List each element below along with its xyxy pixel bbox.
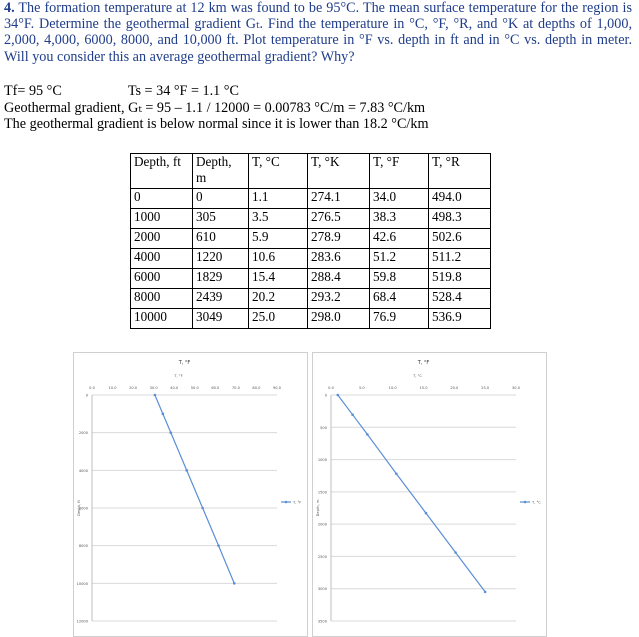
table-row bbox=[131, 229, 491, 249]
table-cell: 276.5 bbox=[308, 209, 370, 229]
table-cell: 3049 bbox=[193, 309, 249, 329]
x-tick-label: 15.0 bbox=[419, 386, 428, 390]
data-point bbox=[425, 512, 428, 515]
surface-temperature: Ts = 34 °F = 1.1 °C bbox=[127, 83, 239, 99]
x-tick-label: 0.0 bbox=[89, 386, 95, 390]
table-cell: 274.1 bbox=[308, 189, 370, 209]
table-row bbox=[131, 189, 491, 209]
temperature-table bbox=[130, 153, 491, 329]
data-point bbox=[154, 394, 157, 397]
table-cell: 1.1 bbox=[249, 189, 308, 209]
chart-2-svg bbox=[313, 353, 546, 636]
y-tick-label: 1000 bbox=[317, 458, 327, 463]
x-tick-label: 90.0 bbox=[272, 386, 282, 390]
gradient-line: Geothermal gradient, Gₜ = 95 – 1.1 / 12000 = 0.00783 °C/m = 7.83 °C/km bbox=[4, 100, 426, 116]
legend-label: T, °F bbox=[293, 500, 302, 505]
table-cell: 511.2 bbox=[429, 249, 491, 269]
problem-statement bbox=[4, 0, 632, 65]
table-cell: 1829 bbox=[193, 269, 249, 289]
table-cell: 305 bbox=[193, 209, 249, 229]
table-cell: 5.9 bbox=[249, 229, 308, 249]
legend-marker bbox=[524, 501, 527, 504]
table-row bbox=[131, 209, 491, 229]
formation-temperature: Tf= 95 °C bbox=[4, 83, 62, 99]
y-tick-label: 2000 bbox=[317, 522, 327, 527]
x-tick-label: 5.0 bbox=[358, 386, 365, 390]
header-t-k: T, °K bbox=[308, 154, 370, 189]
data-point bbox=[162, 413, 165, 416]
table-cell: 498.3 bbox=[429, 209, 491, 229]
table-cell: 502.6 bbox=[429, 229, 491, 249]
data-point bbox=[185, 469, 188, 472]
table-row bbox=[131, 289, 491, 309]
table-cell: 283.6 bbox=[308, 249, 370, 269]
table-cell: 38.3 bbox=[370, 209, 429, 229]
y-axis-title: Depth, ft bbox=[77, 500, 81, 516]
x-tick-label: 10.0 bbox=[108, 386, 117, 390]
table-cell: 494.0 bbox=[429, 189, 491, 209]
table-cell: 6000 bbox=[131, 269, 193, 289]
x-tick-label: 60.0 bbox=[211, 386, 220, 390]
table-cell: 10000 bbox=[131, 309, 193, 329]
table-cell: 68.4 bbox=[370, 289, 429, 309]
given-values bbox=[4, 83, 239, 99]
y-tick-label: 500 bbox=[320, 425, 327, 430]
table-cell: 528.4 bbox=[429, 289, 491, 309]
x-tick-label: 70.0 bbox=[231, 386, 240, 390]
x-tick-label: 50.0 bbox=[190, 386, 199, 390]
series-line bbox=[155, 395, 234, 583]
x-tick-label: 20.0 bbox=[129, 386, 138, 390]
table-cell: 8000 bbox=[131, 289, 193, 309]
data-point bbox=[233, 582, 236, 585]
y-tick-label: 2500 bbox=[317, 554, 327, 559]
table-row bbox=[131, 249, 491, 269]
y-tick-label: 12000 bbox=[76, 619, 88, 624]
x-tick-label: 30.0 bbox=[149, 386, 158, 390]
table-cell: 536.9 bbox=[429, 309, 491, 329]
table-cell: 20.2 bbox=[249, 289, 308, 309]
x-tick-label: 0.0 bbox=[328, 386, 334, 390]
y-tick-label: 3000 bbox=[317, 587, 327, 592]
y-tick-label: 4000 bbox=[78, 468, 88, 473]
table-cell: 25.0 bbox=[249, 309, 308, 329]
x-tick-label: 40.0 bbox=[170, 386, 179, 390]
x-tick-label: 80.0 bbox=[252, 386, 261, 390]
chart-title: T, °F bbox=[178, 360, 191, 366]
y-tick-label: 10000 bbox=[76, 581, 88, 586]
legend-marker bbox=[285, 501, 288, 504]
data-point bbox=[170, 431, 173, 434]
chart-1-svg bbox=[74, 353, 307, 636]
series-line bbox=[338, 395, 485, 592]
conclusion-line: The geothermal gradient is below normal since it is lower than 18.2 °C/km bbox=[4, 116, 429, 132]
chart-temperature-c-vs-depth-m bbox=[312, 352, 547, 637]
data-point bbox=[484, 591, 487, 594]
table-cell: 34.0 bbox=[370, 189, 429, 209]
table-cell: 42.6 bbox=[370, 229, 429, 249]
table-cell: 1220 bbox=[193, 249, 249, 269]
table-cell: 2000 bbox=[131, 229, 193, 249]
table-cell: 4000 bbox=[131, 249, 193, 269]
data-point bbox=[201, 507, 204, 510]
table-cell: 278.9 bbox=[308, 229, 370, 249]
table-cell: 51.2 bbox=[370, 249, 429, 269]
header-t-f: T, °F bbox=[370, 154, 429, 189]
table-cell: 0 bbox=[193, 189, 249, 209]
y-tick-label: 1500 bbox=[317, 490, 327, 495]
header-depth-m: Depth, m bbox=[193, 154, 249, 189]
header-t-c: T, °C bbox=[249, 154, 308, 189]
table-cell: 3.5 bbox=[249, 209, 308, 229]
table-cell: 610 bbox=[193, 229, 249, 249]
table-row bbox=[131, 309, 491, 329]
data-point bbox=[351, 413, 354, 416]
table-cell: 519.8 bbox=[429, 269, 491, 289]
data-point bbox=[454, 551, 457, 554]
y-tick-label: 0 bbox=[85, 393, 88, 398]
problem-number: 4. bbox=[4, 0, 15, 16]
y-tick-label: 0 bbox=[324, 393, 327, 398]
x-axis-title: T, °F bbox=[174, 374, 183, 378]
data-point bbox=[395, 472, 398, 475]
table-cell: 10.6 bbox=[249, 249, 308, 269]
chart-title: T, °F bbox=[417, 360, 430, 366]
problem-text: The formation temperature at 12 km was found to be 95°C. The mean surface temperature for the region is 34°F. Determine the geothermal gradient Gₜ. Find the temperature in °C, °F, °R, and °K at depths of 1,000, 2,000, 4,000, 6000, 8000, and 10,000 ft. Plot temperature in °F vs. depth in ft and in °C vs. depth in meter. Will you consider this an average geothermal gradient? Why? bbox=[4, 0, 632, 65]
table-cell: 15.4 bbox=[249, 269, 308, 289]
header-depth-ft: Depth, ft bbox=[131, 154, 193, 189]
table-header-row bbox=[131, 154, 491, 189]
x-tick-label: 10.0 bbox=[388, 386, 397, 390]
table-row bbox=[131, 269, 491, 289]
table-cell: 76.9 bbox=[370, 309, 429, 329]
table-cell: 59.8 bbox=[370, 269, 429, 289]
chart-temperature-f-vs-depth-ft bbox=[73, 352, 308, 637]
y-tick-label: 3500 bbox=[317, 619, 327, 624]
x-axis-title: T, °C bbox=[413, 374, 422, 378]
table-cell: 293.2 bbox=[308, 289, 370, 309]
legend-label: T, °C bbox=[532, 500, 541, 505]
y-tick-label: 6000 bbox=[78, 506, 88, 511]
table-cell: 1000 bbox=[131, 209, 193, 229]
table-cell: 298.0 bbox=[308, 309, 370, 329]
table-cell: 0 bbox=[131, 189, 193, 209]
table-cell: 2439 bbox=[193, 289, 249, 309]
header-t-r: T, °R bbox=[429, 154, 491, 189]
data-point bbox=[336, 394, 339, 397]
y-axis-title: Depth, m bbox=[316, 499, 320, 517]
table-body bbox=[131, 189, 491, 329]
data-point bbox=[366, 433, 369, 436]
table-cell: 288.4 bbox=[308, 269, 370, 289]
x-tick-label: 25.0 bbox=[481, 386, 490, 390]
y-tick-label: 8000 bbox=[78, 544, 88, 549]
y-tick-label: 2000 bbox=[78, 431, 88, 436]
data-point bbox=[217, 544, 220, 547]
x-tick-label: 20.0 bbox=[450, 386, 459, 390]
x-tick-label: 30.0 bbox=[511, 386, 521, 390]
